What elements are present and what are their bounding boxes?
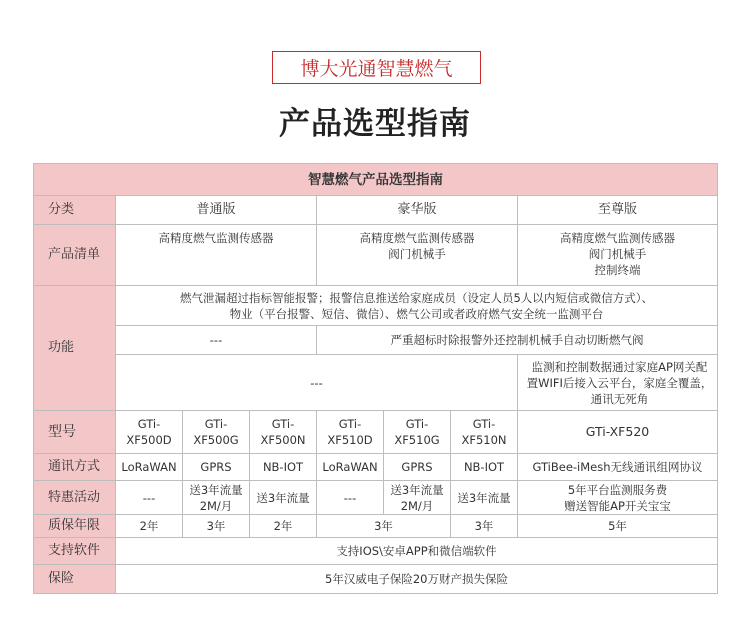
row-label-product-list: 产品清单 <box>34 225 116 286</box>
comm-cell: GPRS <box>384 454 451 481</box>
comm-cell: LoRaWAN <box>317 454 384 481</box>
row-label-insurance: 保险 <box>34 565 116 594</box>
insurance-value: 5年汉威电子保险20万财产损失保险 <box>116 565 718 594</box>
premium-model: GTi-XF520 <box>518 411 718 454</box>
row-label-warranty: 质保年限 <box>34 515 116 538</box>
category-row <box>34 196 718 225</box>
row-label-function: 功能 <box>34 286 116 411</box>
function-row-premium <box>34 355 718 411</box>
row-label-model: 型号 <box>34 411 116 454</box>
product-item: 高精度燃气监测传感器 <box>560 231 675 245</box>
function-row-valve <box>34 326 718 355</box>
product-list-basic <box>116 225 317 286</box>
model-cell: GTi- XF510N <box>451 411 518 454</box>
model-cell: GTi- XF510D <box>317 411 384 454</box>
function-row-common <box>34 286 718 326</box>
product-list-premium <box>518 225 718 286</box>
model-row <box>34 411 718 454</box>
tier-basic: 普通版 <box>116 196 317 225</box>
row-label-category: 分类 <box>34 196 116 225</box>
warranty-cell: 3年 <box>183 515 250 538</box>
promo-cell: 送3年流量 2M/月 <box>384 481 451 515</box>
promo-cell: 送3年流量 <box>451 481 518 515</box>
model-cell: GTi- XF510G <box>384 411 451 454</box>
model-cell: GTi- XF500D <box>116 411 183 454</box>
promo-row <box>34 481 718 515</box>
product-list-row <box>34 225 718 286</box>
software-value: 支持IOS\安卓APP和微信端软件 <box>116 538 718 565</box>
promo-cell: 送3年流量 2M/月 <box>183 481 250 515</box>
function-upper-none: --- <box>116 355 518 411</box>
function-common <box>116 286 718 326</box>
function-common-line: 燃气泄漏超过指标智能报警；报警信息推送给家庭成员（设定人员5人以内短信或微信方式）、 <box>179 290 654 305</box>
premium-promo: 5年平台监测服务费 赠送智能AP开关宝宝 <box>518 481 718 515</box>
warranty-cell: 3年 <box>317 515 451 538</box>
product-item: 高精度燃气监测传感器 <box>158 231 274 245</box>
table-title: 智慧燃气产品选型指南 <box>34 164 718 196</box>
product-item: 控制终端 <box>594 263 641 277</box>
software-row <box>34 538 718 565</box>
row-label-software: 支持软件 <box>34 538 116 565</box>
comm-cell: NB-IOT <box>451 454 518 481</box>
premium-warranty: 5年 <box>518 515 718 538</box>
brand-title: 博大光通智慧燃气 <box>272 51 481 84</box>
warranty-row <box>34 515 718 538</box>
row-label-comm: 通讯方式 <box>34 454 116 481</box>
premium-comm: GTiBee-iMesh无线通讯组网协议 <box>518 454 718 481</box>
insurance-row <box>34 565 718 594</box>
tier-premium: 至尊版 <box>518 196 718 225</box>
table-title-row <box>34 164 718 196</box>
product-selection-table <box>33 163 718 594</box>
product-list-deluxe <box>317 225 518 286</box>
function-premium <box>518 355 718 411</box>
function-valve-control: 严重超标时除报警外还控制机械手自动切断燃气阀 <box>317 326 718 355</box>
comm-row <box>34 454 718 481</box>
model-cell: GTi- XF500N <box>250 411 317 454</box>
promo-cell: --- <box>116 481 183 515</box>
comm-cell: GPRS <box>183 454 250 481</box>
comm-cell: NB-IOT <box>250 454 317 481</box>
function-premium-line: 监测和控制数据通过家庭AP网关配 <box>531 359 708 374</box>
row-label-promo: 特惠活动 <box>34 481 116 515</box>
tier-deluxe: 豪华版 <box>317 196 518 225</box>
function-basic-none: --- <box>116 326 317 355</box>
model-cell: GTi- XF500G <box>183 411 250 454</box>
promo-cell: --- <box>317 481 384 515</box>
function-premium-line: 置WIFI后接入云平台，家庭全覆盖， <box>526 375 713 390</box>
page-heading: 产品选型指南 <box>279 106 471 142</box>
warranty-cell: 2年 <box>250 515 317 538</box>
product-item: 阀门机械手 <box>588 247 647 261</box>
warranty-cell: 3年 <box>451 515 518 538</box>
warranty-cell: 2年 <box>116 515 183 538</box>
comm-cell: LoRaWAN <box>116 454 183 481</box>
product-item: 阀门机械手 <box>388 247 446 261</box>
product-item: 高精度燃气监测传感器 <box>359 231 475 245</box>
function-common-line: 物业（平台报警、短信、微信）、燃气公司或者政府燃气安全统一监测平台 <box>229 306 604 321</box>
promo-cell: 送3年流量 <box>250 481 317 515</box>
function-premium-line: 通讯无死角 <box>590 391 649 406</box>
